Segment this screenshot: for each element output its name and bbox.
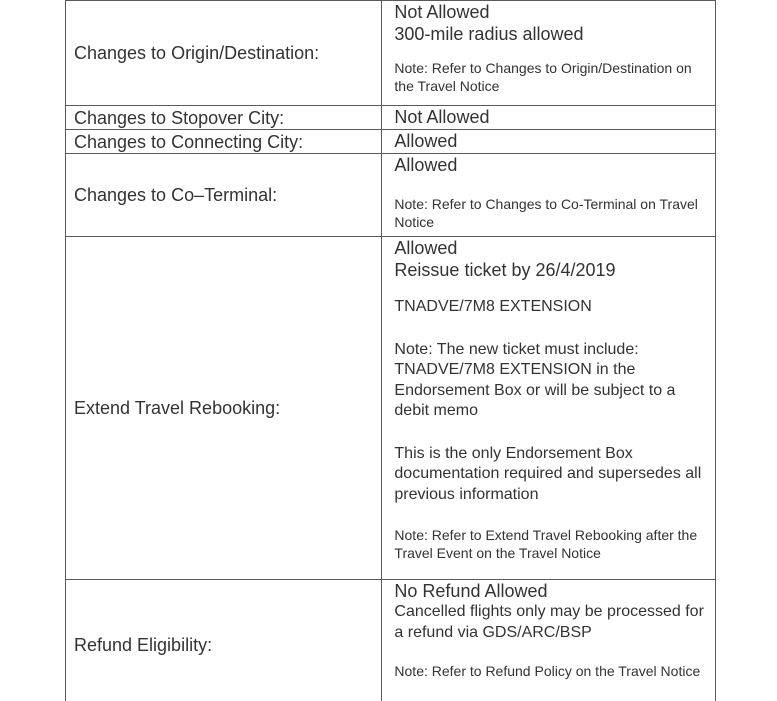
row-label: Changes to Connecting City:	[66, 130, 382, 154]
row-value	[382, 580, 716, 701]
row-value	[382, 106, 716, 130]
value-line: Allowed	[394, 155, 458, 175]
value-line: 300-mile radius allowed	[394, 24, 584, 44]
row-note: Note: Refer to Changes to Co-Terminal on Travel Notice	[394, 196, 698, 230]
row-note: Note: Refer to Extend Travel Rebooking after the Travel Event on the Travel Notice	[394, 527, 698, 561]
change-policy-table	[65, 0, 716, 701]
value-line: Not Allowed	[394, 107, 490, 127]
row-label: Changes to Co–Terminal:	[66, 154, 382, 237]
row-value	[382, 154, 716, 237]
value-line: No Refund Allowed	[394, 581, 548, 601]
table-row-co-terminal	[66, 154, 716, 237]
table-row-refund-eligibility	[66, 580, 716, 701]
value-line: Reissue ticket by 26/4/2019	[394, 260, 616, 280]
table-row-connecting-city	[66, 130, 716, 154]
table-row-origin-destination	[66, 1, 716, 106]
row-note: Note: Refer to Changes to Origin/Destination on the Travel Notice	[394, 60, 692, 94]
endorsement-note: Note: The new ticket must include: TNADVE/7M8 EXTENSION in the Endorsement Box or will be subject to a debit memo	[394, 340, 676, 419]
row-label: Changes to Origin/Destination:	[66, 1, 382, 106]
value-line: Not Allowed	[394, 2, 490, 22]
value-line: Allowed	[394, 238, 458, 258]
table-row-extend-travel-rebooking	[66, 237, 716, 580]
row-label: Changes to Stopover City:	[66, 106, 382, 130]
row-label: Extend Travel Rebooking:	[66, 237, 382, 580]
refund-detail: Cancelled flights only may be processed for a refund via GDS/ARC/BSP	[394, 603, 704, 641]
row-value	[382, 130, 716, 154]
endorsement-code: TNADVE/7M8 EXTENSION	[394, 298, 592, 315]
row-note: Note: Refer to Refund Policy on the Travel Notice	[394, 663, 701, 679]
row-value	[382, 237, 716, 580]
row-label: Refund Eligibility:	[66, 580, 382, 701]
row-value	[382, 1, 716, 106]
table-row-stopover-city	[66, 106, 716, 130]
supersede-text: This is the only Endorsement Box documentation required and supersedes all previous information	[394, 444, 702, 503]
value-line: Allowed	[394, 131, 458, 151]
